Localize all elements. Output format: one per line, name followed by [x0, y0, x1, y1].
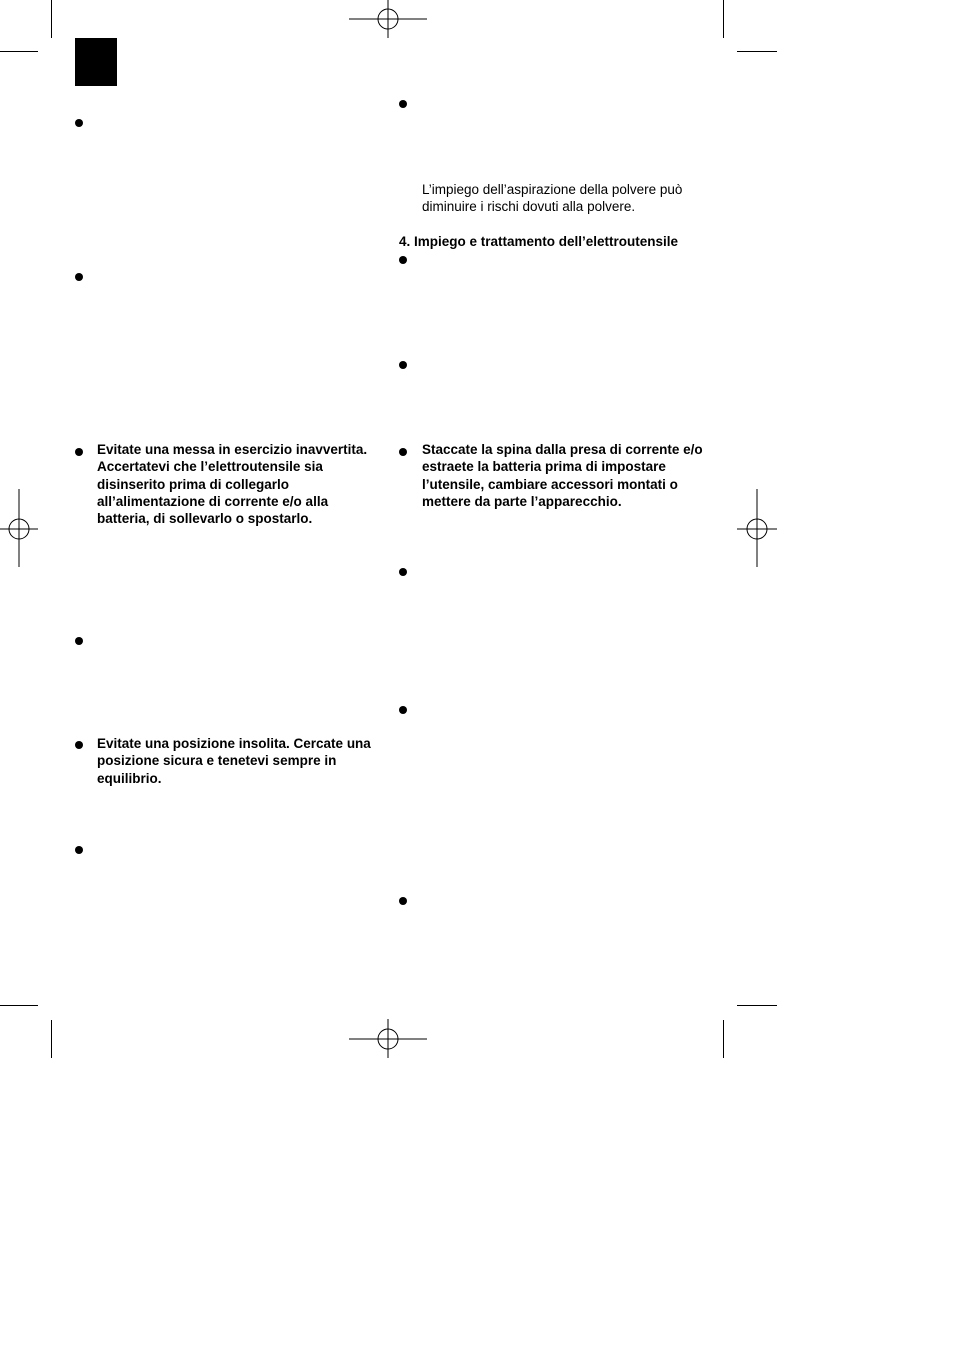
right-item-unplug-before-adjusting: Staccate la spina dalla presa di corrente e/o estraete la batteria prima di impostare l’utensile, cambiare accessori montati o mettere da parte l’apparecchio.	[422, 442, 703, 509]
bullet-icon	[399, 897, 407, 905]
bullet-icon	[75, 637, 83, 645]
bullet-icon	[75, 741, 83, 749]
bullet-icon	[399, 256, 407, 264]
crop-mark	[723, 1020, 724, 1058]
crop-mark	[0, 1005, 38, 1006]
bullet-icon	[75, 273, 83, 281]
dust-extraction-note: L’impiego dell’aspirazione della polvere può diminuire i rischi dovuti alla polvere.	[422, 182, 683, 215]
bullet-icon	[75, 448, 83, 456]
bullet-icon	[399, 706, 407, 714]
bullet-icon	[75, 846, 83, 854]
crop-mark	[51, 0, 52, 38]
language-tab-block	[75, 38, 117, 86]
crop-mark	[723, 0, 724, 38]
crop-mark	[0, 51, 38, 52]
left-item-stable-stance: Evitate una posizione insolita. Cercate una posizione sicura e tenetevi sempre in equilibrio.	[97, 736, 371, 786]
registration-mark-top	[349, 0, 429, 40]
crop-mark	[51, 1020, 52, 1058]
bullet-icon	[399, 361, 407, 369]
registration-mark-bottom	[349, 1019, 429, 1059]
section-heading: 4. Impiego e trattamento dell’elettroutensile	[399, 234, 679, 249]
bullet-icon	[399, 568, 407, 576]
bullet-icon	[399, 100, 407, 108]
bullet-icon	[75, 119, 83, 127]
left-item-prevent-accidental-start: Evitate una messa in esercizio inavvertita. Accertatevi che l’elettroutensile sia disinserito prima di collegarlo all’alimentazione di corrente e/o alla batteria, di sollevarlo o spostarlo.	[97, 442, 368, 527]
bullet-icon	[399, 448, 407, 456]
registration-mark-right	[737, 489, 777, 569]
crop-mark	[737, 51, 777, 52]
registration-mark-left	[0, 489, 40, 569]
crop-mark	[737, 1005, 777, 1006]
